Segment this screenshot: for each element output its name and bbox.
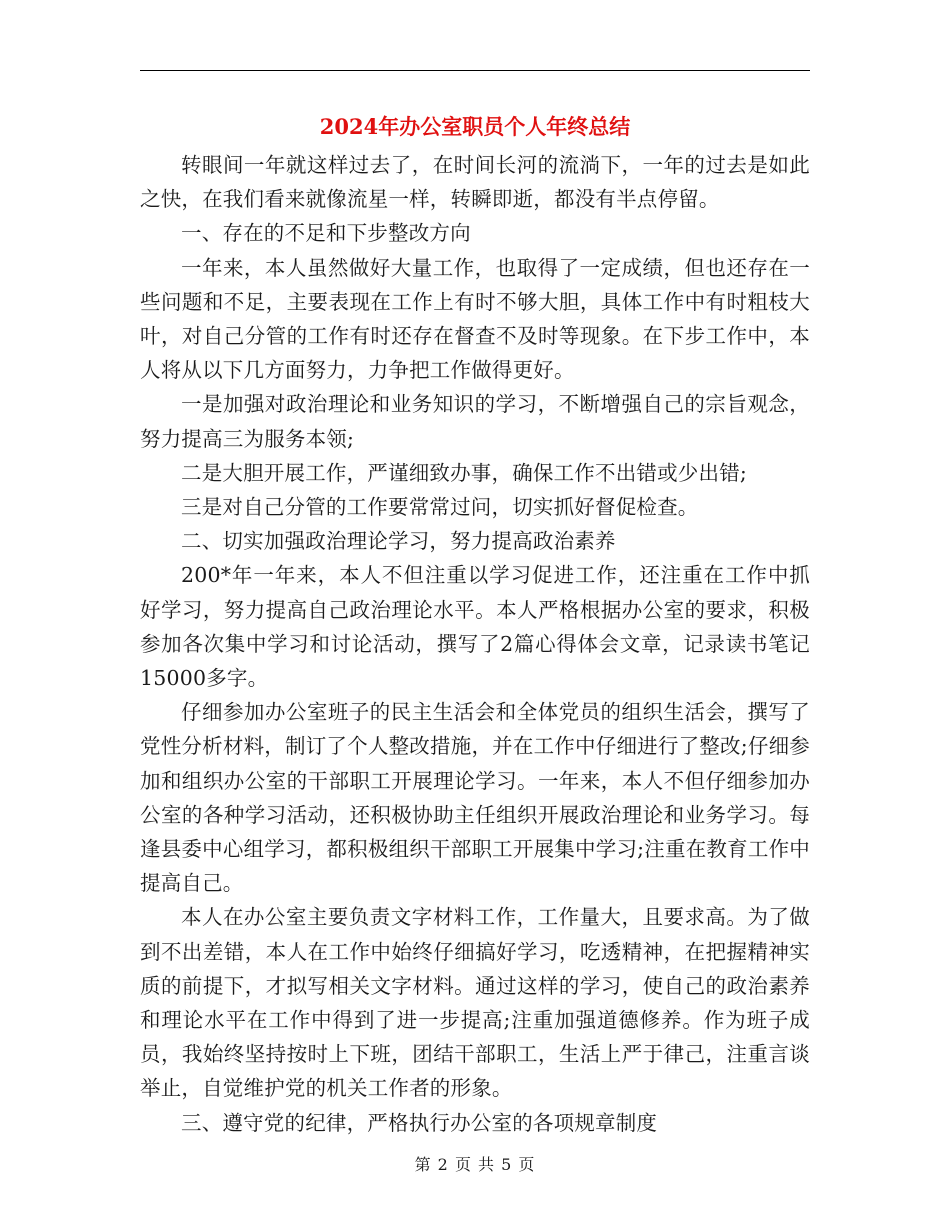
- paragraph: 三是对自己分管的工作要常常过问，切实抓好督促检查。: [181, 495, 699, 520]
- paragraph: 一年来，本人虽然做好大量工作，也取得了一定成绩，但也还存在一些问题和不足，主要表现在工作上有时不够大胆，具体工作中有时粗枝大叶，对自己分管的工作有时还存在督查不及时等现象。在下步工作中，本人将从以下几方面努力，力争把工作做得更好。: [140, 255, 810, 383]
- document-title: 2024年办公室职员个人年终总结: [319, 114, 631, 139]
- section-heading-1: 一、存在的不足和下步整改方向: [181, 221, 471, 246]
- header-rule: [140, 70, 810, 71]
- paragraph: 本人在办公室主要负责文字材料工作，工作量大，且要求高。为了做到不出差错，本人在工作中始终仔细搞好学习，吃透精神，在把握精神实质的前提下，才拟写相关文字材料。通过这样的学习，使自己的政治素养和理论水平在工作中得到了进一步提高;注重加强道德修养。作为班子成员，我始终坚持按时上下班，团结干部职工，生活上严于律己，注重言谈举止，自觉维护党的机关工作者的形象。: [140, 905, 810, 1101]
- paragraph: 200*年一年来，本人不但注重以学习促进工作，还注重在工作中抓好学习，努力提高自己政治理论水平。本人严格根据办公室的要求，积极参加各次集中学习和讨论活动，撰写了2篇心得体会文章，记录读书笔记15000多字。: [140, 563, 810, 691]
- document-body: [140, 148, 810, 1140]
- paragraph: 一是加强对政治理论和业务知识的学习，不断增强自己的宗旨观念，努力提高三为服务本领;: [140, 392, 810, 451]
- section-heading-2: 二、切实加强政治理论学习，努力提高政治素养: [181, 529, 616, 554]
- paragraph-intro: 转眼间一年就这样过去了，在时间长河的流淌下，一年的过去是如此之快，在我们看来就像流星一样，转瞬即逝，都没有半点停留。: [140, 153, 810, 212]
- page-number-footer: 第 2 页 共 5 页: [414, 1155, 536, 1174]
- section-heading-3: 三、遵守党的纪律，严格执行办公室的各项规章制度: [181, 1110, 658, 1135]
- paragraph: 仔细参加办公室班子的民主生活会和全体党员的组织生活会，撰写了党性分析材料，制订了个人整改措施，并在工作中仔细进行了整改;仔细参加和组织办公室的干部职工开展理论学习。一年来，本人不但仔细参加办公室的各种学习活动，还积极协助主任组织开展政治理论和业务学习。每逢县委中心组学习，都积极组织干部职工开展集中学习;注重在教育工作中提高自己。: [140, 700, 810, 896]
- paragraph: 二是大胆开展工作，严谨细致办事，确保工作不出错或少出错;: [181, 460, 748, 485]
